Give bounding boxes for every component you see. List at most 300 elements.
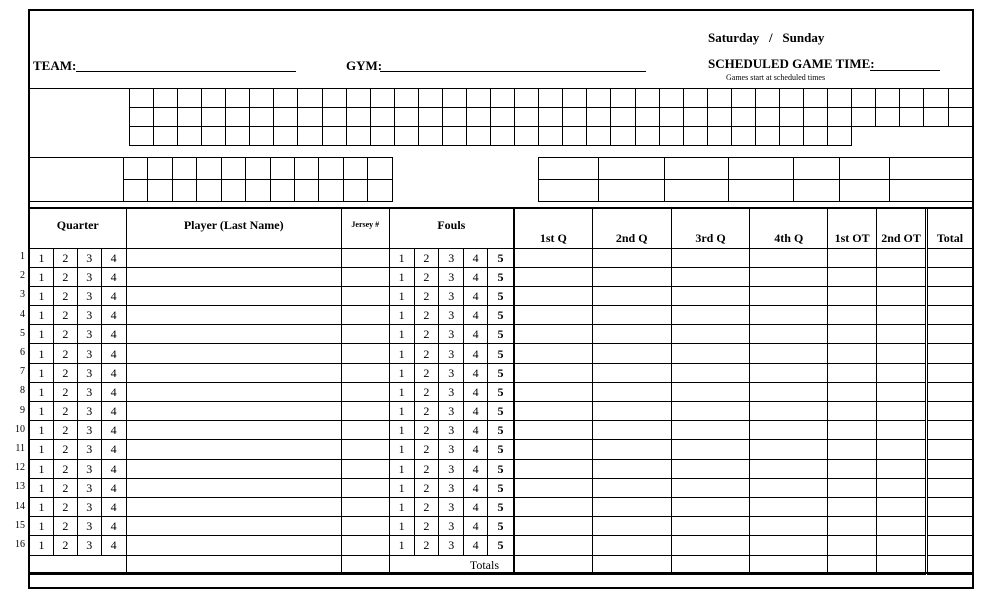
running-score-cell[interactable] (322, 108, 346, 127)
position-arrow-box[interactable] (172, 180, 196, 202)
running-score-cell[interactable] (707, 127, 731, 146)
running-score-cell[interactable] (852, 108, 876, 127)
quarter-mark[interactable]: 3 (77, 517, 101, 536)
scoring-entry[interactable] (671, 421, 750, 440)
foul-mark[interactable]: 3 (439, 497, 464, 516)
quarter-mark[interactable]: 2 (53, 459, 77, 478)
scoring-entry[interactable] (750, 363, 828, 382)
running-score-cell[interactable] (153, 108, 177, 127)
running-score-cell[interactable] (587, 108, 611, 127)
foul-mark[interactable]: 4 (464, 517, 488, 536)
foul-mark[interactable]: 4 (464, 459, 488, 478)
running-score-cell[interactable] (804, 127, 828, 146)
running-score-cell[interactable] (828, 127, 852, 146)
foul-mark[interactable]: 3 (439, 421, 464, 440)
quarter-mark[interactable]: 4 (101, 344, 126, 363)
jersey-number-field[interactable] (341, 536, 389, 555)
position-arrow-box[interactable] (368, 158, 393, 180)
scoring-entry[interactable] (828, 536, 877, 555)
scoring-entry[interactable] (671, 267, 750, 286)
quarter-mark[interactable]: 1 (30, 536, 54, 555)
scoring-entry[interactable] (515, 248, 593, 267)
foul-mark[interactable]: 5 (488, 306, 514, 325)
scoring-entry[interactable] (828, 402, 877, 421)
running-score-cell[interactable] (467, 89, 491, 108)
running-score-cell[interactable] (852, 89, 876, 108)
running-score-cell[interactable] (948, 108, 972, 127)
foul-mark[interactable]: 4 (464, 421, 488, 440)
scoring-entry[interactable] (671, 440, 750, 459)
foul-mark[interactable]: 3 (439, 286, 464, 305)
quarter-mark[interactable]: 1 (30, 459, 54, 478)
scoring-entry[interactable] (750, 421, 828, 440)
scoring-entry[interactable] (592, 267, 671, 286)
running-score-cell[interactable] (442, 89, 466, 108)
foul-mark[interactable]: 5 (488, 363, 514, 382)
quarter-mark[interactable]: 3 (77, 306, 101, 325)
scoring-entry[interactable] (515, 421, 593, 440)
scoring-entry[interactable] (515, 440, 593, 459)
position-arrow-box[interactable] (197, 158, 221, 180)
quarter-mark[interactable]: 3 (77, 497, 101, 516)
running-score-cell[interactable] (202, 89, 226, 108)
scoring-entry[interactable] (750, 459, 828, 478)
scoring-entry[interactable] (877, 517, 927, 536)
scoring-entry[interactable] (927, 517, 973, 536)
scoring-entry[interactable] (828, 286, 877, 305)
scoring-entry[interactable] (592, 478, 671, 497)
running-score-cell[interactable] (900, 108, 924, 127)
quarter-mark[interactable]: 1 (30, 440, 54, 459)
running-score-cell[interactable] (250, 127, 274, 146)
running-score-cell[interactable] (780, 89, 804, 108)
foul-mark[interactable]: 3 (439, 478, 464, 497)
running-score-cell[interactable] (587, 89, 611, 108)
foul-mark[interactable]: 4 (464, 440, 488, 459)
running-score-cell[interactable] (250, 108, 274, 127)
player-name-field[interactable] (126, 248, 341, 267)
foul-mark[interactable]: 2 (414, 421, 439, 440)
running-score-cell[interactable] (755, 127, 779, 146)
scoring-entry[interactable] (828, 325, 877, 344)
quarter-mark[interactable]: 2 (53, 267, 77, 286)
running-score-cell[interactable] (755, 108, 779, 127)
player-name-field[interactable] (126, 440, 341, 459)
quarter-mark[interactable]: 4 (101, 497, 126, 516)
quarter-mark[interactable]: 4 (101, 286, 126, 305)
running-score-cell[interactable] (322, 127, 346, 146)
quarter-mark[interactable]: 4 (101, 402, 126, 421)
running-score-cell[interactable] (394, 89, 418, 108)
position-arrow-box[interactable] (343, 158, 367, 180)
period-points-entry[interactable] (598, 180, 664, 202)
scoring-entry[interactable] (671, 402, 750, 421)
jersey-number-field[interactable] (341, 402, 389, 421)
position-arrow-box[interactable] (197, 180, 221, 202)
running-score-cell[interactable] (515, 89, 539, 108)
scoring-entry[interactable] (671, 497, 750, 516)
running-score-cell[interactable] (418, 108, 442, 127)
foul-mark[interactable]: 1 (389, 459, 414, 478)
scoring-entry[interactable] (927, 306, 973, 325)
scoring-entry[interactable] (515, 402, 593, 421)
running-score-cell[interactable] (804, 108, 828, 127)
scoring-entry[interactable] (671, 363, 750, 382)
position-arrow-box[interactable] (221, 158, 245, 180)
running-score-cell[interactable] (755, 89, 779, 108)
scoring-entry[interactable] (592, 382, 671, 401)
scoring-entry[interactable] (828, 344, 877, 363)
jersey-number-field[interactable] (341, 459, 389, 478)
player-name-field[interactable] (126, 344, 341, 363)
position-arrow-box[interactable] (172, 158, 196, 180)
foul-mark[interactable]: 3 (439, 536, 464, 555)
scoring-entry[interactable] (671, 306, 750, 325)
running-score-cell[interactable] (370, 127, 394, 146)
scoring-entry[interactable] (750, 382, 828, 401)
running-score-cell[interactable] (394, 108, 418, 127)
quarter-mark[interactable]: 3 (77, 440, 101, 459)
scoring-entry[interactable] (877, 306, 927, 325)
foul-mark[interactable]: 2 (414, 306, 439, 325)
foul-mark[interactable]: 1 (389, 517, 414, 536)
running-score-cell[interactable] (226, 89, 250, 108)
scoring-entry[interactable] (592, 517, 671, 536)
player-name-field[interactable] (126, 306, 341, 325)
running-score-cell[interactable] (563, 89, 587, 108)
running-score-cell[interactable] (924, 108, 948, 127)
running-score-cell[interactable] (226, 108, 250, 127)
period-points-entry[interactable] (539, 180, 599, 202)
running-score-cell[interactable] (298, 108, 322, 127)
running-score-cell[interactable] (129, 127, 153, 146)
foul-mark[interactable]: 5 (488, 517, 514, 536)
scoring-entry[interactable] (750, 306, 828, 325)
scoring-entry[interactable] (515, 363, 593, 382)
running-score-cell[interactable] (178, 127, 202, 146)
period-points-entry[interactable] (890, 180, 973, 202)
quarter-mark[interactable]: 2 (53, 402, 77, 421)
foul-mark[interactable]: 5 (488, 402, 514, 421)
foul-mark[interactable]: 4 (464, 382, 488, 401)
scoring-entry[interactable] (750, 325, 828, 344)
running-score-cell[interactable] (780, 108, 804, 127)
period-points-entry[interactable] (728, 180, 794, 202)
running-score-cell[interactable] (467, 108, 491, 127)
scoring-entry[interactable] (828, 478, 877, 497)
scoring-entry[interactable] (877, 536, 927, 555)
position-arrow-box[interactable] (295, 158, 319, 180)
foul-mark[interactable]: 4 (464, 363, 488, 382)
position-arrow-box[interactable] (246, 180, 270, 202)
foul-mark[interactable]: 3 (439, 382, 464, 401)
quarter-mark[interactable]: 4 (101, 440, 126, 459)
running-score-cell[interactable] (442, 108, 466, 127)
running-score-cell[interactable] (635, 89, 659, 108)
foul-mark[interactable]: 1 (389, 402, 414, 421)
scoring-entry[interactable] (927, 286, 973, 305)
foul-mark[interactable]: 2 (414, 382, 439, 401)
running-score-cell[interactable] (370, 108, 394, 127)
foul-mark[interactable]: 1 (389, 344, 414, 363)
foul-mark[interactable]: 2 (414, 248, 439, 267)
player-name-field[interactable] (126, 536, 341, 555)
scoring-entry[interactable] (750, 267, 828, 286)
foul-mark[interactable]: 2 (414, 286, 439, 305)
foul-mark[interactable]: 5 (488, 440, 514, 459)
scoring-entry[interactable] (750, 344, 828, 363)
foul-mark[interactable]: 5 (488, 497, 514, 516)
foul-mark[interactable]: 2 (414, 344, 439, 363)
foul-mark[interactable]: 3 (439, 267, 464, 286)
scoring-entry[interactable] (592, 363, 671, 382)
quarter-mark[interactable]: 2 (53, 344, 77, 363)
scoring-entry[interactable] (877, 286, 927, 305)
running-score-cell[interactable] (298, 89, 322, 108)
scoring-entry[interactable] (515, 459, 593, 478)
scoring-entry[interactable] (927, 402, 973, 421)
running-score-cell[interactable] (611, 127, 635, 146)
scoring-entry[interactable] (828, 459, 877, 478)
running-score-cell[interactable] (226, 127, 250, 146)
quarter-mark[interactable]: 1 (30, 248, 54, 267)
position-arrow-box[interactable] (270, 180, 294, 202)
quarter-mark[interactable]: 3 (77, 459, 101, 478)
player-name-field[interactable] (126, 478, 341, 497)
scoring-entry[interactable] (927, 459, 973, 478)
foul-mark[interactable]: 2 (414, 363, 439, 382)
scoring-entry[interactable] (828, 267, 877, 286)
scoring-entry[interactable] (927, 344, 973, 363)
scoring-entry[interactable] (927, 497, 973, 516)
jersey-number-field[interactable] (341, 325, 389, 344)
position-arrow-box[interactable] (123, 158, 147, 180)
running-score-cell[interactable] (780, 127, 804, 146)
foul-mark[interactable]: 1 (389, 325, 414, 344)
position-arrow-box[interactable] (221, 180, 245, 202)
scoring-entry[interactable] (592, 248, 671, 267)
running-score-cell[interactable] (274, 89, 298, 108)
scoring-entry[interactable] (828, 248, 877, 267)
foul-mark[interactable]: 2 (414, 536, 439, 555)
quarter-mark[interactable]: 3 (77, 363, 101, 382)
quarter-mark[interactable]: 1 (30, 421, 54, 440)
foul-mark[interactable]: 3 (439, 517, 464, 536)
running-score-cell[interactable] (876, 89, 900, 108)
scoring-entry[interactable] (877, 382, 927, 401)
quarter-mark[interactable]: 3 (77, 286, 101, 305)
foul-mark[interactable]: 1 (389, 306, 414, 325)
quarter-mark[interactable]: 2 (53, 536, 77, 555)
foul-mark[interactable]: 1 (389, 478, 414, 497)
scoring-entry[interactable] (515, 478, 593, 497)
quarter-mark[interactable]: 4 (101, 478, 126, 497)
foul-mark[interactable]: 5 (488, 421, 514, 440)
position-arrow-box[interactable] (123, 180, 147, 202)
jersey-number-field[interactable] (341, 344, 389, 363)
position-arrow-box[interactable] (295, 180, 319, 202)
running-score-cell[interactable] (346, 89, 370, 108)
scoring-entry[interactable] (877, 478, 927, 497)
scoring-entry[interactable] (515, 382, 593, 401)
foul-mark[interactable]: 4 (464, 478, 488, 497)
foul-mark[interactable]: 3 (439, 363, 464, 382)
quarter-mark[interactable]: 2 (53, 306, 77, 325)
scoring-entry[interactable] (828, 440, 877, 459)
foul-mark[interactable]: 1 (389, 421, 414, 440)
scoring-entry[interactable] (750, 517, 828, 536)
quarter-mark[interactable]: 3 (77, 267, 101, 286)
scoring-entry[interactable] (927, 440, 973, 459)
jersey-number-field[interactable] (341, 248, 389, 267)
foul-mark[interactable]: 2 (414, 267, 439, 286)
quarter-mark[interactable]: 3 (77, 248, 101, 267)
scoring-entry[interactable] (750, 402, 828, 421)
scoring-entry[interactable] (927, 325, 973, 344)
running-score-cell[interactable] (683, 108, 707, 127)
scoring-entry[interactable] (671, 536, 750, 555)
running-score-cell[interactable] (828, 108, 852, 127)
player-name-field[interactable] (126, 517, 341, 536)
running-score-cell[interactable] (924, 89, 948, 108)
scoring-entry[interactable] (927, 267, 973, 286)
scoring-entry[interactable] (671, 286, 750, 305)
jersey-number-field[interactable] (341, 267, 389, 286)
scoring-entry[interactable] (671, 478, 750, 497)
period-points-entry[interactable] (794, 180, 840, 202)
foul-mark[interactable]: 2 (414, 440, 439, 459)
foul-mark[interactable]: 3 (439, 248, 464, 267)
quarter-mark[interactable]: 1 (30, 267, 54, 286)
position-arrow-box[interactable] (368, 180, 393, 202)
foul-mark[interactable]: 4 (464, 248, 488, 267)
scoring-entry[interactable] (515, 344, 593, 363)
running-score-cell[interactable] (346, 127, 370, 146)
scoring-entry[interactable] (927, 363, 973, 382)
quarter-mark[interactable]: 1 (30, 286, 54, 305)
quarter-mark[interactable]: 1 (30, 363, 54, 382)
jersey-number-field[interactable] (341, 478, 389, 497)
quarter-mark[interactable]: 3 (77, 478, 101, 497)
running-score-cell[interactable] (418, 127, 442, 146)
player-name-field[interactable] (126, 382, 341, 401)
player-name-field[interactable] (126, 325, 341, 344)
scoring-entry[interactable] (877, 497, 927, 516)
running-score-cell[interactable] (394, 127, 418, 146)
foul-mark[interactable]: 4 (464, 267, 488, 286)
quarter-mark[interactable]: 3 (77, 536, 101, 555)
running-score-cell[interactable] (274, 108, 298, 127)
player-name-field[interactable] (126, 363, 341, 382)
quarter-mark[interactable]: 1 (30, 497, 54, 516)
foul-mark[interactable]: 2 (414, 459, 439, 478)
foul-mark[interactable]: 5 (488, 536, 514, 555)
foul-mark[interactable]: 5 (488, 286, 514, 305)
foul-mark[interactable]: 2 (414, 517, 439, 536)
running-score-cell[interactable] (659, 89, 683, 108)
quarter-mark[interactable]: 3 (77, 344, 101, 363)
quarter-mark[interactable]: 1 (30, 517, 54, 536)
running-score-cell[interactable] (900, 89, 924, 108)
scoring-entry[interactable] (750, 286, 828, 305)
running-score-cell[interactable] (731, 108, 755, 127)
quarter-mark[interactable]: 2 (53, 325, 77, 344)
quarter-mark[interactable]: 3 (77, 421, 101, 440)
quarter-mark[interactable]: 4 (101, 459, 126, 478)
foul-mark[interactable]: 2 (414, 325, 439, 344)
running-score-cell[interactable] (539, 127, 563, 146)
quarter-mark[interactable]: 1 (30, 325, 54, 344)
running-score-cell[interactable] (491, 127, 515, 146)
quarter-mark[interactable]: 2 (53, 478, 77, 497)
foul-mark[interactable]: 3 (439, 440, 464, 459)
jersey-number-field[interactable] (341, 363, 389, 382)
foul-mark[interactable]: 5 (488, 248, 514, 267)
running-score-cell[interactable] (153, 127, 177, 146)
running-score-cell[interactable] (948, 89, 972, 108)
foul-mark[interactable]: 5 (488, 267, 514, 286)
running-score-cell[interactable] (322, 89, 346, 108)
running-score-cell[interactable] (635, 127, 659, 146)
scoring-entry[interactable] (877, 459, 927, 478)
game-time-field[interactable] (870, 70, 940, 71)
running-score-cell[interactable] (587, 127, 611, 146)
scoring-entry[interactable] (750, 478, 828, 497)
running-score-cell[interactable] (539, 89, 563, 108)
running-score-cell[interactable] (491, 89, 515, 108)
running-score-cell[interactable] (515, 127, 539, 146)
player-name-field[interactable] (126, 459, 341, 478)
period-points-entry[interactable] (840, 180, 890, 202)
running-score-cell[interactable] (563, 108, 587, 127)
foul-mark[interactable]: 3 (439, 325, 464, 344)
player-name-field[interactable] (126, 497, 341, 516)
scoring-entry[interactable] (877, 267, 927, 286)
position-arrow-box[interactable] (148, 158, 172, 180)
scoring-entry[interactable] (592, 344, 671, 363)
running-score-cell[interactable] (129, 89, 153, 108)
position-arrow-box[interactable] (148, 180, 172, 202)
running-score-cell[interactable] (515, 108, 539, 127)
foul-mark[interactable]: 3 (439, 306, 464, 325)
scoring-entry[interactable] (828, 363, 877, 382)
running-score-cell[interactable] (467, 127, 491, 146)
foul-mark[interactable]: 5 (488, 344, 514, 363)
running-score-cell[interactable] (635, 108, 659, 127)
foul-mark[interactable]: 1 (389, 440, 414, 459)
running-score-cell[interactable] (828, 89, 852, 108)
scoring-entry[interactable] (828, 382, 877, 401)
scoring-entry[interactable] (927, 382, 973, 401)
foul-mark[interactable]: 3 (439, 402, 464, 421)
quarter-mark[interactable]: 1 (30, 402, 54, 421)
scoring-entry[interactable] (671, 325, 750, 344)
foul-mark[interactable]: 2 (414, 402, 439, 421)
quarter-mark[interactable]: 4 (101, 306, 126, 325)
foul-mark[interactable]: 1 (389, 286, 414, 305)
running-score-cell[interactable] (178, 89, 202, 108)
running-score-cell[interactable] (707, 89, 731, 108)
scoring-entry[interactable] (877, 440, 927, 459)
scoring-entry[interactable] (927, 421, 973, 440)
scoring-entry[interactable] (828, 421, 877, 440)
scoring-entry[interactable] (671, 344, 750, 363)
scoring-entry[interactable] (515, 267, 593, 286)
running-score-cell[interactable] (731, 89, 755, 108)
running-score-cell[interactable] (659, 127, 683, 146)
running-score-cell[interactable] (611, 89, 635, 108)
foul-mark[interactable]: 4 (464, 286, 488, 305)
